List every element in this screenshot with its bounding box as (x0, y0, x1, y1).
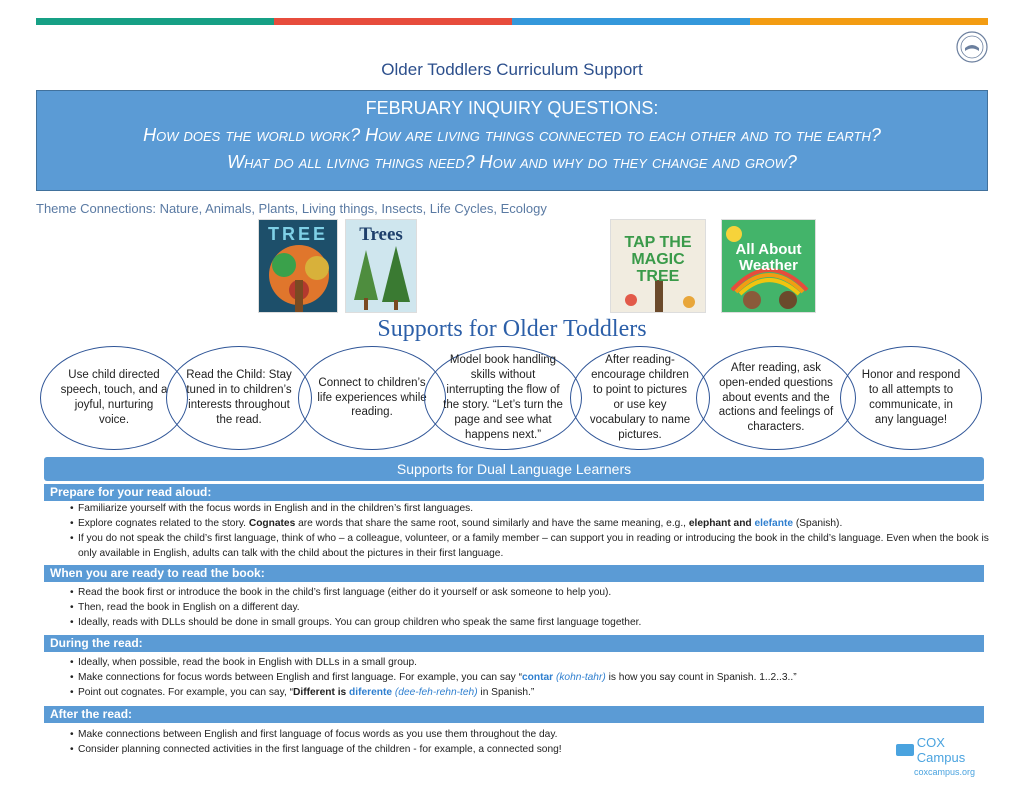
color-bar-segment (36, 18, 274, 25)
text: Cognates (248, 518, 296, 529)
support-oval: Use child directed speech, touch, and a joyful, nurturing voice. (40, 346, 188, 450)
prepare-list (74, 501, 994, 561)
support-oval: Model book handling skills without interrupting the flow of the story. “Let’s turn the page and see what happens next.” (424, 346, 582, 450)
text: (Spanish). (793, 518, 843, 529)
brand-name: COX Campus (916, 735, 966, 765)
list-item: • Familiarize yourself with the focus words in English and in the children’s first languages. (74, 501, 994, 516)
list-item: • If you do not speak the child’s first language, think of who – a colleague, volunteer, or a family member – can support you in reading or introducing the book in the child’s language. Even when the book is only available in English, adults can talk with the child about the pictures in their first language. (74, 531, 994, 561)
list-item (74, 670, 994, 685)
dll-section-title: Supports for Dual Language Learners (44, 457, 984, 481)
text: Explore cognates related to the story. (78, 518, 249, 529)
support-oval: Honor and respond to all attempts to communicate, in any language! (840, 346, 982, 450)
brand-url: coxcampus.org (914, 767, 976, 777)
list-item: • Ideally, when possible, read the book in English with DLLs in a small group. (74, 655, 994, 670)
list-item: • Ideally, reads with DLLs should be done in small groups. You can group children who speak the same first language together. (74, 615, 994, 630)
text: (dee-feh-rehn-teh) (392, 687, 478, 698)
text: Point out cognates. For example, you can say, “ (78, 687, 293, 698)
book-cover-tree (258, 219, 338, 313)
text: (kohn-tahr) (553, 672, 606, 683)
theme-connections: Theme Connections: Nature, Animals, Plants, Living things, Insects, Life Cycles, Ecology (36, 201, 547, 216)
book-cover-tap-the-magic-tree (610, 219, 706, 313)
text: in Spanish.” (477, 687, 535, 698)
book-icon (896, 744, 914, 756)
color-bar-segment (512, 18, 750, 25)
banner-question: What do all living things need? How and why do they change and grow? (227, 152, 797, 172)
after-list (74, 727, 994, 757)
logo (896, 735, 996, 765)
list-item (74, 516, 994, 531)
during-list (74, 655, 994, 700)
seal-icon (955, 30, 989, 64)
banner-heading: FEBRUARY INQUIRY QUESTIONS: (365, 98, 659, 118)
text: diferente (349, 687, 393, 698)
supports-ovals (40, 346, 990, 452)
text: Different is (293, 687, 350, 698)
text: are words that share the same root, sound similarly and have the same meaning, e.g., (295, 518, 689, 529)
support-oval: After reading- encourage children to point to pictures or use key vocabulary to name pictures. (570, 346, 710, 450)
list-item: • Make connections between English and first language of focus words as you use them throughout the day. (74, 727, 994, 742)
supports-title: Supports for Older Toddlers (377, 316, 647, 342)
book-title: TAP THE MAGIC TREE (624, 234, 692, 285)
ready-heading: When you are ready to read the book: (44, 565, 984, 582)
page-title: Older Toddlers Curriculum Support (381, 60, 643, 79)
book-title: Trees (359, 224, 403, 245)
support-oval: Connect to children’s life experiences while reading. (298, 346, 446, 450)
color-bar-segment (274, 18, 512, 25)
support-oval: After reading, ask open-ended questions about events and the actions and feelings of characters. (696, 346, 856, 450)
list-item (74, 685, 994, 700)
cox-campus-logo (896, 735, 996, 777)
after-heading: After the read: (44, 706, 984, 723)
inquiry-banner (36, 90, 988, 191)
list-item: • Consider planning connected activities in the first language of the children - for example, a connected song! (74, 742, 994, 757)
text: Make connections for focus words between English and first language. For example, you can say “ (78, 672, 522, 683)
support-oval: Read the Child: Stay tuned in to children’s interests throughout the read. (166, 346, 312, 450)
top-color-bar (36, 18, 988, 25)
text: elephant and (688, 518, 755, 529)
text: elefante (754, 518, 794, 529)
ready-list (74, 585, 994, 630)
book-title: All About Weather (735, 241, 802, 274)
during-heading: During the read: (44, 635, 984, 652)
banner-question: How does the world work? How are living things connected to each other and to the earth? (143, 125, 881, 145)
text: contar (521, 672, 554, 683)
prepare-heading: Prepare for your read aloud: (44, 484, 984, 501)
book-title: TREE (267, 224, 328, 244)
color-bar-segment (750, 18, 988, 25)
text: is how you say count in Spanish. 1..2..3..” (605, 672, 797, 683)
list-item: • Then, read the book in English on a different day. (74, 600, 994, 615)
book-cover-trees (345, 219, 417, 313)
list-item: • Read the book first or introduce the book in the child’s first language (either do it yourself or ask someone to help you). (74, 585, 994, 600)
book-cover-all-about-weather (721, 219, 816, 313)
